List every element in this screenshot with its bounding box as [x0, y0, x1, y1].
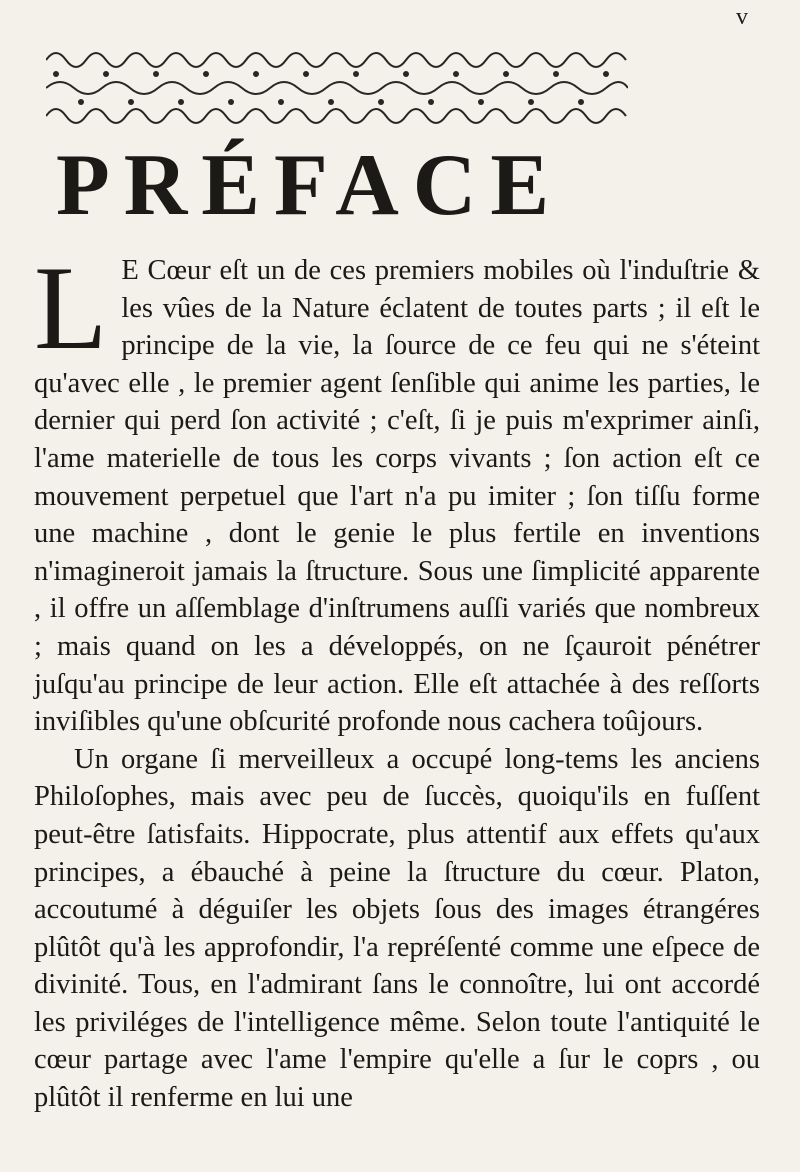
page-title: PRÉFACE: [56, 137, 564, 234]
paragraph-1: E Cœur eſt un de ces premiers mobiles où l'induſtrie & les vûes de la Nature éclatent de toutes parts ; il eſt le principe de la vie, la ſource de ce feu qui ne s'éteint qu'avec elle , le premier agent ſenſible qui anime les parties, le dernier qui perd ſon activité ; c'eſt, ſi je puis m'exprimer ainſi, l'ame materielle de tous les corps vivants ; ſon action eſt ce mouvement perpetuel que l'art n'a pu imiter ; ſon tiſſu forme une machine , dont le genie le plus fertile en inventions n'imagineroit jamais la ſtructure. Sous une ſimplicité apparente , il offre un aſſemblage d'inſtrumens auſſi variés que nombreux ; mais quand on les a développés, on ne ſçauroit pénétrer juſqu'au principe de leur action. Elle eſt attachée à des reſſorts inviſibles qu'une obſcurité profonde nous cachera toûjours.: [34, 255, 760, 738]
paragraph-2: Un organe ſi merveilleux a occupé long-tems les anciens Philoſophes, mais avec peu de ſuccès, quoiqu'ils en fuſſent peut-être ſatisfaits. Hippocrate, plus attentif aux effets qu'aux principes, a ébauché à peine la ſtructure du cœur. Platon, accoutumé à déguiſer les objets ſous des images étrangéres plûtôt qu'à les approfondir, l'a repréſenté comme une eſpece de divinité. Tous, en l'admirant ſans le connoître, lui ont accordé les priviléges de l'intelligence même. Selon toute l'antiquité le cœur partage avec l'ame l'empire qu'elle a ſur le coprs , ou plûtôt il renferme en lui une: [34, 743, 760, 1114]
decorative-ornament-band: [46, 38, 628, 132]
drop-cap: L: [34, 241, 108, 374]
body-text: [34, 241, 760, 1117]
page-number: v: [736, 4, 748, 30]
